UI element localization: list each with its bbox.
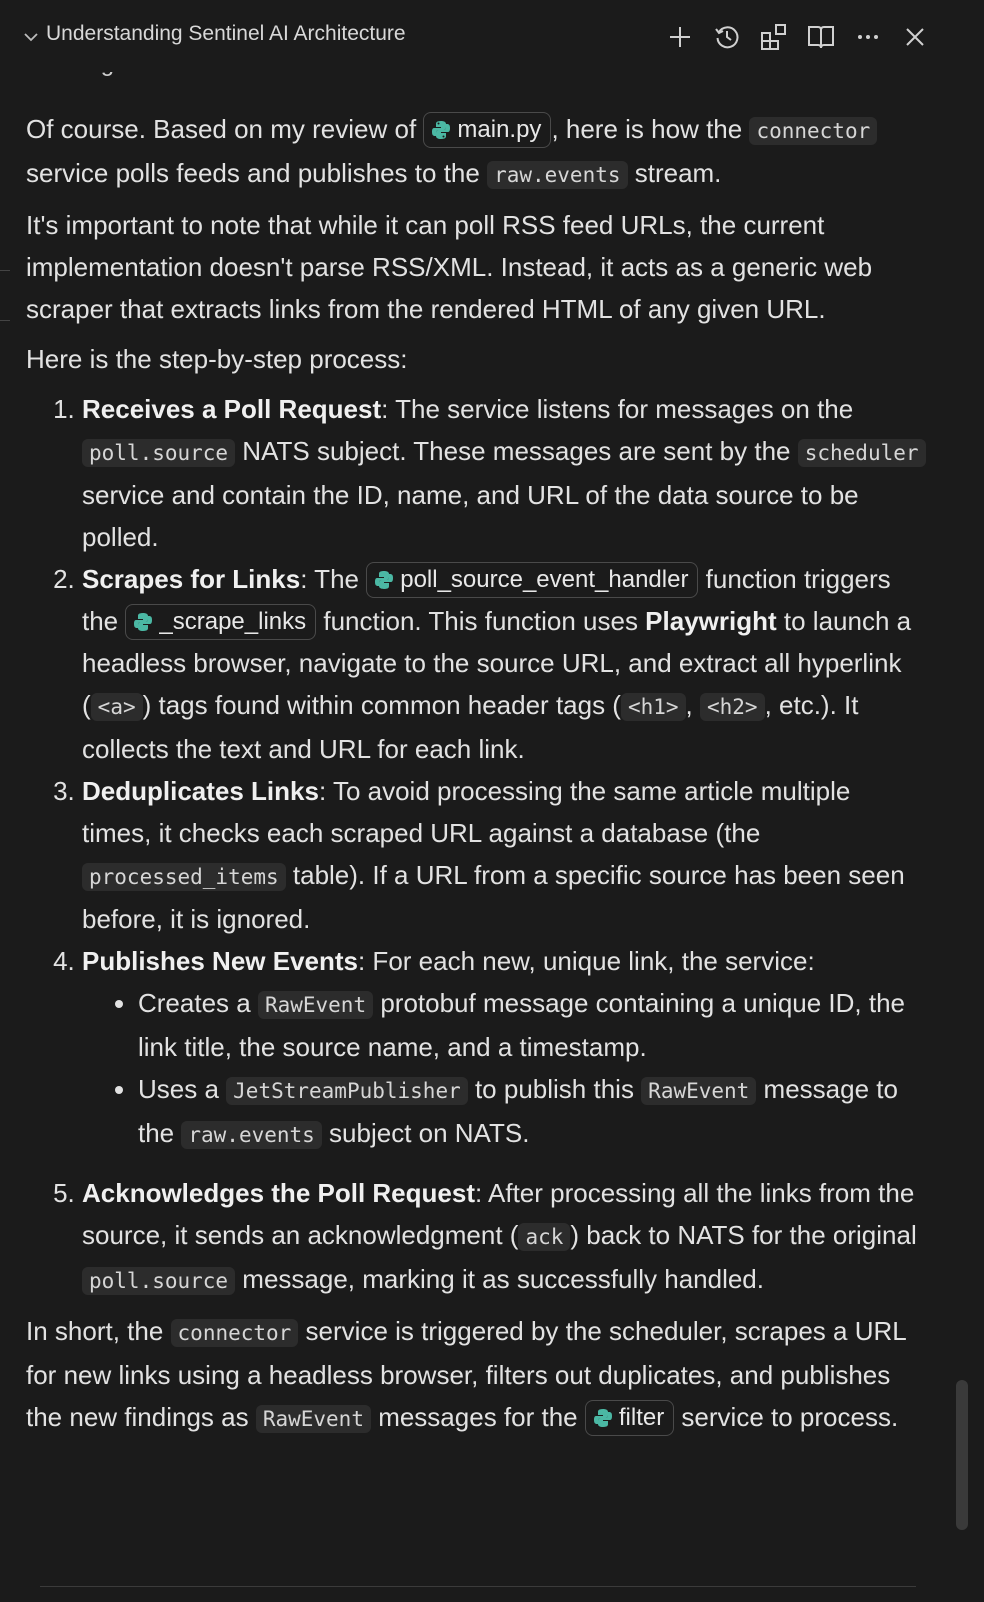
- inline-code: processed_items: [82, 863, 286, 891]
- list-item: 3. Deduplicates Links: To avoid processing the same article multiple times, it checks each scraped URL against a database (the processed_items table). If a URL from a specific source has been seen before, it is ignored.: [82, 770, 926, 940]
- list-item: 1. Receives a Poll Request: The service listens for messages on the poll.source NATS subject. These messages are sent by the scheduler service and contain the ID, name, and URL of the data source to be polled.: [82, 388, 926, 558]
- scrollbar-thumb[interactable]: [956, 1380, 968, 1530]
- assistant-message: [26, 108, 926, 1448]
- python-icon: [373, 569, 395, 591]
- steps-intro: Here is the step-by-step process:: [26, 344, 408, 374]
- extensions-button[interactable]: [759, 22, 789, 52]
- history-icon: [713, 23, 741, 51]
- more-button[interactable]: [853, 22, 883, 52]
- input-divider: [40, 1586, 916, 1587]
- steps-list: [26, 388, 926, 1302]
- list-item: • Uses a JetStreamPublisher to publish this RawEvent message to the raw.events subject on NATS.: [138, 1068, 926, 1156]
- inline-code: <h1>: [621, 693, 686, 721]
- inline-code: RawEvent: [641, 1077, 756, 1105]
- inline-code: RawEvent: [256, 1405, 371, 1433]
- intro-paragraph: Of course. Based on my review of main.py , here is how the connector service polls feeds and publishes to the raw.events stream.: [26, 108, 926, 196]
- list-item: 5. Acknowledges the Poll Request: After processing all the links from the source, it sends an acknowledgment ( ack ) back to NATS for the original poll.source message, marking it as successfully handled.: [82, 1172, 926, 1302]
- conversation-title[interactable]: Understanding Sentinel AI Architecture: [46, 22, 406, 45]
- chevron-down-icon[interactable]: [22, 28, 40, 46]
- close-icon: [903, 25, 927, 49]
- close-button[interactable]: [900, 22, 930, 52]
- symbol-reference-poll-source-event-handler[interactable]: poll_source_event_handler: [366, 562, 698, 598]
- new-chat-button[interactable]: [665, 22, 695, 52]
- inline-code: <h2>: [700, 693, 765, 721]
- inline-code: poll.source: [82, 1267, 235, 1295]
- list-item: 2. Scrapes for Links: The poll_source_event_handler function triggers the _scrape_links function. This function uses Playwright to launch a headless browser, navigate to the source URL, and extract all hyperlink ( <a> ) tags found within common header tags ( <h1> , <h2> , etc.). It collects the text and URL for each link.: [82, 558, 926, 770]
- inline-code: connector: [749, 117, 877, 145]
- inline-code: ack: [518, 1223, 570, 1251]
- chat-header: [0, 0, 984, 72]
- list-item: 4. Publishes New Events: For each new, unique link, the service: • Creates a RawEvent protobuf message containing a unique ID, the link title, the source name, and a timestamp. • Uses a JetStreamPublisher to publish this RawEvent message to the raw.events subject on NATS.: [82, 940, 926, 1156]
- list-item: • Creates a RawEvent protobuf message containing a unique ID, the link title, the source name, and a timestamp.: [138, 982, 926, 1068]
- book-icon: [806, 23, 836, 51]
- extensions-icon: [759, 22, 789, 52]
- docs-button[interactable]: [806, 22, 836, 52]
- summary-paragraph: In short, the connector service is triggered by the scheduler, scrapes a URL for new links using a headless browser, filters out duplicates, and publishes the new findings as RawEvent messages for the filter service to process.: [26, 1310, 926, 1440]
- file-reference-main-py[interactable]: main.py: [423, 112, 551, 148]
- more-icon: [855, 24, 881, 50]
- inline-code: raw.events: [487, 161, 627, 189]
- inline-code: connector: [171, 1319, 299, 1347]
- inline-code: RawEvent: [258, 991, 373, 1019]
- note-paragraph: It's important to note that while it can poll RSS feed URLs, the current implementation doesn't parse RSS/XML. Instead, it acts as a generic web scraper that extracts links from the rendered HTML of any given URL.: [26, 210, 873, 324]
- inline-code: <a>: [91, 693, 143, 721]
- history-button[interactable]: [712, 22, 742, 52]
- python-icon: [592, 1407, 614, 1429]
- file-reference-filter[interactable]: filter: [585, 1400, 674, 1436]
- sub-list: [82, 982, 926, 1156]
- inline-code: JetStreamPublisher: [226, 1077, 468, 1105]
- inline-code: poll.source: [82, 439, 235, 467]
- plus-icon: [667, 24, 693, 50]
- symbol-reference-scrape-links[interactable]: _scrape_links: [125, 604, 316, 640]
- inline-code: scheduler: [798, 439, 926, 467]
- inline-code: raw.events: [181, 1121, 321, 1149]
- python-icon: [430, 119, 452, 141]
- python-icon: [132, 611, 154, 633]
